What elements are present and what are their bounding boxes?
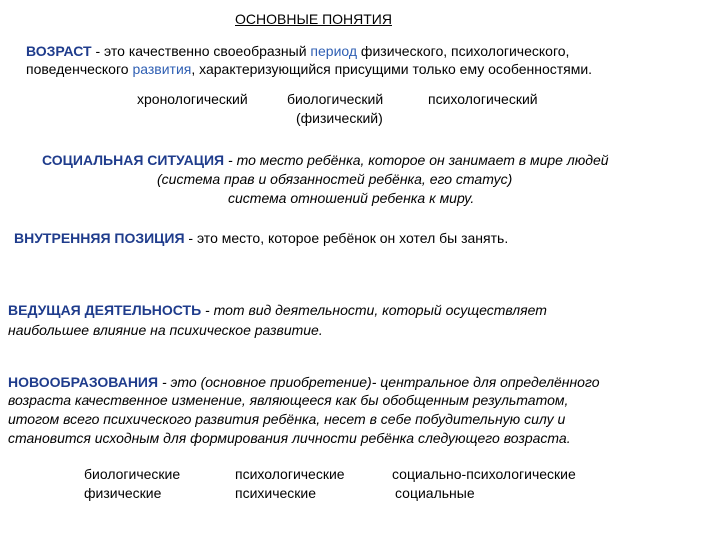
position-definition <box>14 229 508 247</box>
neo-term: НОВООБРАЗОВАНИЯ <box>8 374 159 390</box>
age-type-physical: (физический) <box>296 110 383 126</box>
age-type-psychological: психологический <box>428 91 538 107</box>
neo-type-social: социальные <box>395 485 475 501</box>
neo-type-mental: психические <box>235 485 317 501</box>
neo-text-line2: возраста качественное изменение, являющееся как бы обобщенным результатом, <box>8 392 569 408</box>
age-definition-line1 <box>26 42 569 60</box>
neo-text-line1: - это (основное приобретение)- центральное для определённого <box>158 374 600 390</box>
age-text-part1: - это качественно своеобразный <box>91 43 311 59</box>
neo-type-socio-psychological: социально-психологические <box>392 466 576 482</box>
age-term: ВОЗРАСТ <box>26 43 92 59</box>
page-title: ОСНОВНЫЕ ПОНЯТИЯ <box>235 11 392 27</box>
age-text-part2: физического, психологического, <box>357 43 570 59</box>
neo-text-line3: итогом всего психического развития ребёнка, несет в себе побудительную силу и <box>8 411 566 427</box>
age-text-part4: , характеризующийся присущими только ему особенностями. <box>191 61 593 77</box>
age-link-period: период <box>310 43 358 59</box>
social-text-line2: (система прав и обязанностей ребёнка, его статус) <box>157 171 513 187</box>
age-definition-line2 <box>26 60 592 78</box>
age-link-development: развития <box>132 61 192 77</box>
activity-definition-line1 <box>8 301 547 319</box>
neo-type-psychological: психологические <box>235 466 345 482</box>
social-text-line1: - то место ребёнка, которое он занимает в мире людей <box>224 152 609 168</box>
social-definition-line1 <box>42 151 609 169</box>
neo-type-physical: физические <box>84 485 162 501</box>
neo-definition-line1 <box>8 373 600 391</box>
social-text-line3: система отношений ребенка к миру. <box>228 190 475 206</box>
neo-type-biological: биологические <box>84 466 181 482</box>
activity-term: ВЕДУЩАЯ ДЕЯТЕЛЬНОСТЬ <box>8 302 202 318</box>
social-term: СОЦИАЛЬНАЯ СИТУАЦИЯ <box>42 152 225 168</box>
activity-text-line2: наибольшее влияние на психическое развитие. <box>8 322 323 338</box>
neo-text-line4: становится исходным для формирования личности ребёнка следующего возраста. <box>8 430 571 446</box>
age-text-part3: поведенческого <box>26 61 133 77</box>
activity-text-line1: - тот вид деятельности, который осуществляет <box>201 302 547 318</box>
position-text: - это место, которое ребёнок он хотел бы занять. <box>184 230 509 246</box>
age-type-biological: биологический <box>287 91 384 107</box>
age-type-chronological: хронологический <box>137 91 248 107</box>
position-term: ВНУТРЕННЯЯ ПОЗИЦИЯ <box>14 230 185 246</box>
